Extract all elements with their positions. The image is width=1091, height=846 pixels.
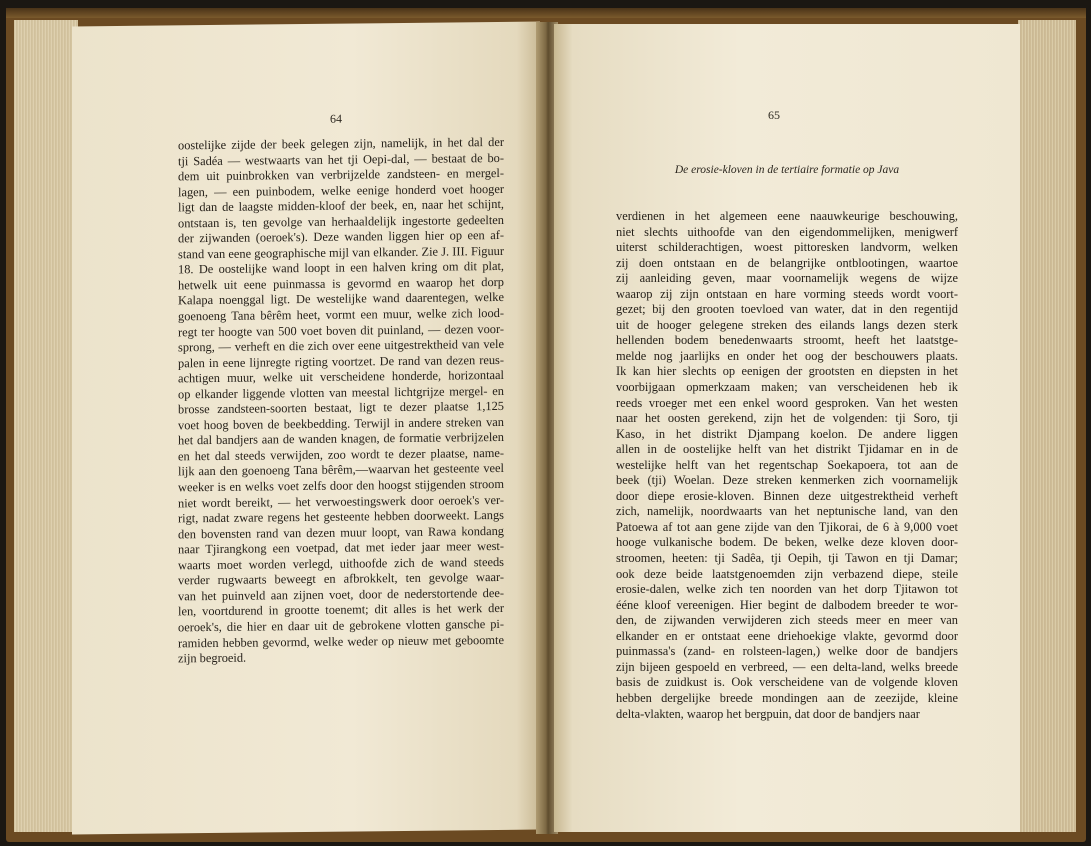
text-line: allen in de oostelijke helft van het distrikt Tjidamar en in de: [616, 442, 958, 457]
text-line: 18. De oostelijke wand loopt in een halven kring om dit plat,: [178, 259, 504, 277]
text-line: voorbijgaan opmerkzaam maken; van verscheidenen heb ik: [616, 380, 958, 395]
text-line: door diepe erosie-kloven. Binnen deze uitgestrektheid verheft: [616, 488, 958, 503]
text-line: Patoewa af tot aan gene zijde van den Tjikorai, de 6 à 9,000 voet: [616, 519, 958, 534]
text-line: Kalapa noenggal ligt. De westelijke wand daarentegen, welke: [178, 290, 504, 308]
text-line: stroomen, heeten: tji Sadêa, tji Oepih, tji Tawon en tji Damar;: [616, 551, 958, 566]
text-line: oeroek's, die hier en daar uit de gebrokene vlotten gansche pi-: [178, 616, 504, 635]
text-line: ook deze beide laatstgenoemden zijn verbazend diepe, steile: [616, 566, 958, 581]
text-line: waarts moet worden verlegd, uithoofde zich de wand steeds: [178, 554, 504, 573]
text-line: ramiden hebben gevormd, welke weder op nieuw met geboomte: [178, 632, 504, 650]
text-line: het dal bandjers aan de wanden knagen, de formatie verbrijzelen: [178, 430, 504, 448]
text-line: basis de zuidkust is. Ook verscheidene van de volgende kloven: [616, 675, 958, 690]
text-line: hooge vulkanische bodem. De beken, welke deze kloven door-: [616, 535, 958, 550]
body-text: [178, 135, 504, 667]
text-line: weeker is en welks voet zelfs door den hoogst stijgenden stroom: [178, 476, 504, 495]
text-line: sprong, — verheft en die zich over eene uitgestrektheid van vele: [178, 337, 504, 355]
page-edges-left: [14, 20, 78, 832]
text-line: puinmassa's (zand- en rolsteen-lagen,) welke door de bandjers: [616, 644, 958, 659]
text-line: niet wordt bereikt, — het verwoestingswerk door oeroek's ver-: [178, 492, 504, 510]
text-line: delta-vlakten, waarop het bergpuin, dat door de bandjers naar: [616, 706, 920, 721]
text-line: voet hoog boven de beekbedding. Terwijl in andere streken van: [178, 414, 504, 433]
text-line: den, de zijwanden verwijderen zich steeds meer en meer van: [616, 613, 958, 628]
text-line: beek (tji) Woelan. Deze streken kenmerken zich voornamelijk: [616, 473, 958, 488]
text-line: lijk aan den goenoeng Tana bêrêm,—waarvan het gesteente veel: [178, 461, 504, 479]
body-text: [616, 209, 958, 722]
text-line: niet slechts uithoofde van den eigendommelijken, menigwerf: [616, 224, 958, 239]
text-line: van het puinveld aan zijnen voet, door de nederstortende dee-: [178, 585, 504, 604]
right-page: [554, 24, 1020, 832]
text-line: westelijke helft van het regentschap Soekapoera, tot aan de: [616, 457, 958, 472]
text-line: regt ter hoogte van 500 voet boven dit puinland, — dezen voor-: [178, 321, 504, 339]
text-line: zij doen ontstaan en de belangrijke ontblootingen, waartoe: [616, 255, 958, 270]
text-line: den bovensten rand van dezen muur loopt, van Rawa kondang: [178, 523, 504, 542]
text-line: op elkander liggende vlotten van meestal lichtgrijze mergel- en: [178, 383, 504, 402]
text-line: stand van eene geographische mijl van elkander. Zie J. III. Figuur: [178, 243, 504, 262]
open-book: [6, 8, 1086, 842]
text-line: Kaso, in het distrikt Djampang koelon. De andere liggen: [616, 426, 958, 441]
text-line: tji Sadéa — westwaarts van het tji Oepi-dal, — bestaat de bo-: [178, 150, 504, 168]
text-line: zich, namelijk, noordwaarts van het neptunische land, van den: [616, 504, 958, 519]
text-line: zijn begroeid.: [178, 650, 247, 666]
text-line: der zijwanden (oeroek's). Deze wanden liggen hier op een af-: [178, 228, 504, 246]
book-cover: [6, 8, 1086, 18]
text-line: zij aanleiding geven, maar voornamelijk wegens de wijze: [616, 271, 958, 286]
text-line: waarop zij zijn ontstaan en hare vorming steeds wordt voort-: [616, 286, 958, 301]
text-line: palen in eene lijnregte rigting voortzet. De rand van dezen reus-: [178, 352, 504, 370]
text-line: verder rugwaarts beweegt en afbrokkelt, ten gevolge waar-: [178, 570, 504, 588]
text-line: elkander en er ontstaat eene driehoekige vlakte, gevormd door: [616, 628, 958, 643]
running-title: De erosie-kloven in de tertiaire formatie op Java: [674, 164, 900, 176]
text-line: en het dal steeds verwijden, zoo wordt te dezer plaatse, name-: [178, 445, 504, 464]
page-edges-right: [1018, 20, 1076, 832]
text-line: ligt dan de laagste midden-kloof der beek, en, naar het schijnt,: [178, 197, 504, 215]
text-line: hebben dergelijke breede mondingen aan de zeezijde, kleine: [616, 690, 958, 705]
text-line: hetwelk uit eene puinmassa is gevormd en waarop het dorp: [178, 274, 504, 293]
text-line: lagen, — een puinbodem, welke eenige honderd voet hooger: [178, 181, 504, 199]
text-line: uiterst schilderachtigen, woest pittoresken landvorm, welken: [616, 240, 958, 255]
text-line: reeds vroeger met een enkel woord gesproken. Van het westen: [616, 395, 958, 410]
text-line: len, voortdurend in grootte toenemt; dit alles is het werk der: [178, 601, 504, 619]
text-line: Ik kan hier slechts op eenigen der grootsten en diepsten in het: [616, 364, 958, 379]
page-number: 65: [768, 108, 780, 122]
text-line: verdienen in het algemeen eene naauwkeurige beschouwing,: [616, 209, 958, 223]
page-number: 64: [330, 111, 342, 126]
text-line: naar het oosten gerekend, zijn het de volgenden: tji Soro, tji: [616, 411, 958, 426]
text-line: zijn bijeen gespoeld en verbreed, — een delta-land, welks breede: [616, 659, 958, 674]
text-line: erosie-dalen, welke zich ten noorden van het dorp Tjitawon tot: [616, 582, 958, 597]
text-line: hellenden bodem benedenwaarts stroomt, heeft het laatstge-: [616, 333, 958, 348]
text-line: ééne kloof vereenigen. Hier begint de dalbodem breeder te wor-: [616, 597, 958, 612]
text-line: ontstaan is, ten gevolge van herhaaldelijk ingestorte gedeelten: [178, 212, 504, 231]
text-line: brosse zandsteen-soorten bestaat, ligt te dezer plaatse 1,125: [178, 399, 504, 417]
text-line: dem uit puinbrokken van verbrijzelde zandsteen- en mergel-: [178, 166, 504, 184]
text-line: gezet; bij den grooten toevloed van water, dat in den regentijd: [616, 302, 958, 317]
left-page: [72, 22, 540, 835]
text-line: melde nog jaarlijks en onder het oog der beschouwers plaats.: [616, 348, 958, 363]
text-line: achtigen muur, welke uit verscheidene honderde, horizontaal: [178, 368, 504, 386]
text-line: naar Tjirangkong een voetpad, dat met ieder jaar meer west-: [178, 539, 504, 557]
text-line: uit de hooger gelegene streken des eilands langs dezen sterk: [616, 317, 958, 332]
text-line: goenoeng Tana bêrêm heet, vormt een muur, welke zich lood-: [178, 305, 504, 324]
text-line: rigt, nadat zware regens het gesteente hebben doorweekt. Langs: [178, 508, 504, 526]
text-line: oostelijke zijde der beek gelegen zijn, namelijk, in het dal der: [178, 134, 504, 153]
